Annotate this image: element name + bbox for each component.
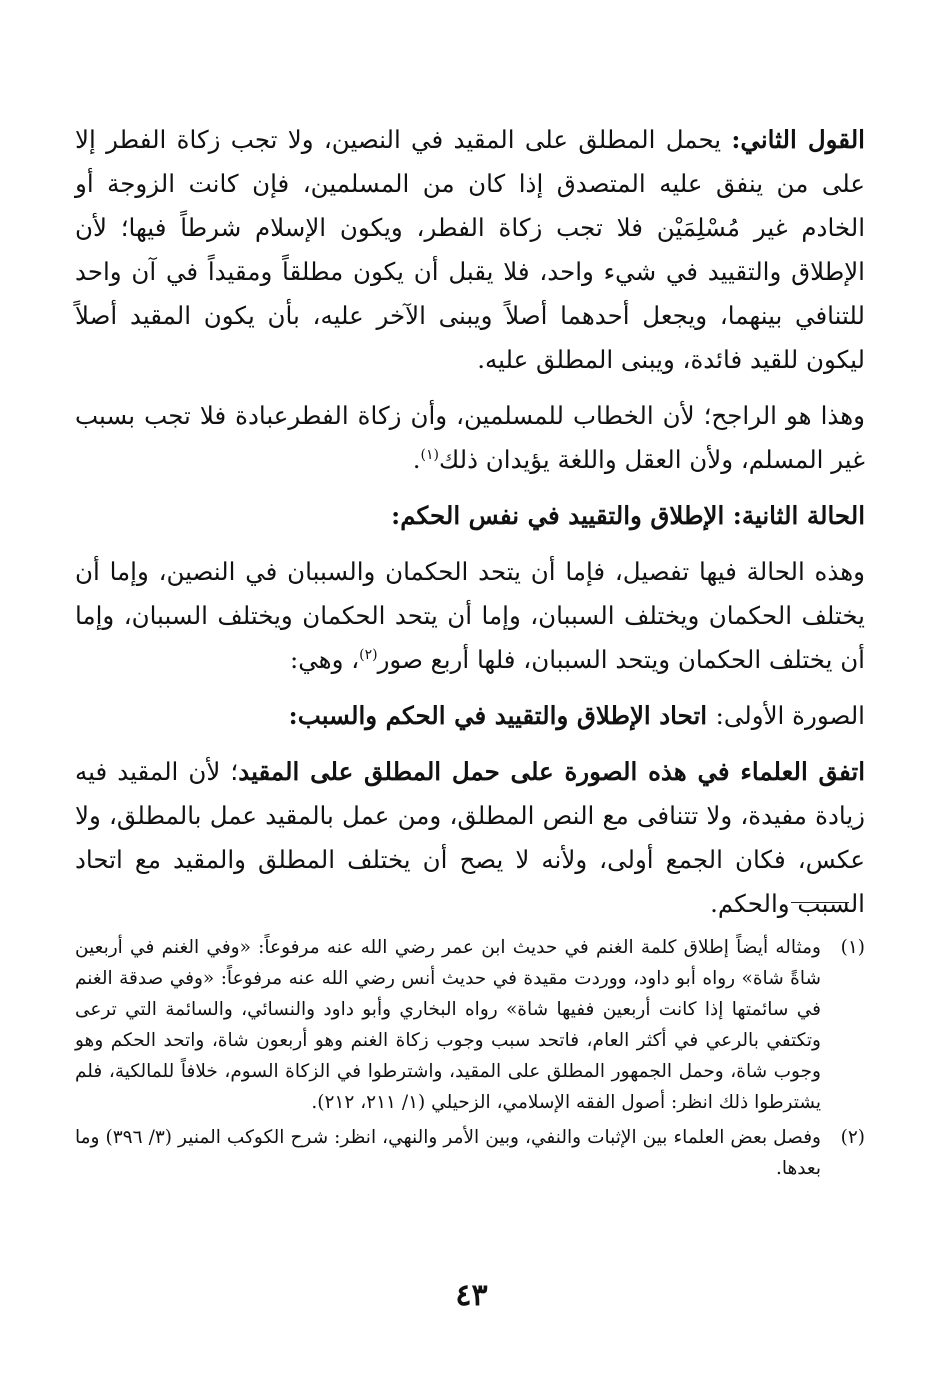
footnote-1-number: (١) xyxy=(840,937,865,958)
footnote-1-text: ومثاله أيضاً إطلاق كلمة الغنم في حديث ابن عمر رضي الله عنه مرفوعاً: «وفي الغنم في أربعين شاةً شاة» رواه أبو داود، ووردت مقيدة في حديث أنس رضي الله عنه مرفوعاً: «وفي صدقة الغنم في سائمتها إذا كانت أربعين ففيها شاة» رواه البخاري وأبو داود والنسائي، والسائمة التي ترعى وتكتفي بالرعي في أكثر العام، فاتحد سبب وجوب زكاة الغنم وهو أربعون شاة، واتحد الحكم وهو وجوب شاة، وحمل الجمهور المطلق على المقيد، واشترطوا في الزكاة السوم، خلافاً للمالكية، فلم يشترطوا ذلك انظر: أصول الفقه الإسلامي، الزحيلي (١/ ٢١١، ٢١٢). xyxy=(75,937,821,1113)
first-form-label: الصورة الأولى: xyxy=(715,701,865,730)
footnote-2-text: وفصل بعض العلماء بين الإثبات والنفي، وبين الأمر والنهي، انظر: شرح الكوكب المنير (٣/ ٣٩٦) وما بعدها. xyxy=(75,1127,821,1179)
footnote-2-number: (٢) xyxy=(840,1127,865,1148)
second-opinion-label: القول الثاني: xyxy=(731,125,865,154)
main-text xyxy=(75,118,865,938)
footnote-separator xyxy=(791,902,849,903)
footnote-ref-2[interactable]: (٢) xyxy=(359,646,378,663)
preferred-opinion-text: وهذا هو الراجح؛ لأن الخطاب للمسلمين، وأن زكاة الفطرعبادة فلا تجب بسبب غير المسلم، ولأن العقل واللغة يؤيدان ذلك xyxy=(75,401,865,474)
footnote-2 xyxy=(75,1122,865,1184)
footnote-ref-1[interactable]: (١) xyxy=(420,446,439,463)
preferred-opinion-end: . xyxy=(412,445,421,474)
paragraph-preferred-opinion xyxy=(75,394,865,482)
scholars-agree-text: ؛ لأن المقيد فيه زيادة مفيدة، ولا تتنافى مع النص المطلق، ومن عمل بالمقيد عمل بالمطلق، ولا عكس، فكان الجمع أولى، ولأنه لا يصح أن يختلف المطلق والمقيد مع اتحاد السبب والحكم. xyxy=(75,757,865,918)
paragraph-second-opinion xyxy=(75,118,865,382)
footnotes xyxy=(75,932,865,1188)
page-number: ٤٣ xyxy=(455,1278,488,1313)
first-form-title: اتحاد الإطلاق والتقييد في الحكم والسبب: xyxy=(288,701,716,730)
second-opinion-text: يحمل المطلق على المقيد في النصين، ولا تجب زكاة الفطر إلا على من ينفق عليه المتصدق إذا كان من المسلمين، فإن كانت الزوجة أو الخادم غير مُسْلِمَيْن فلا تجب زكاة الفطر، ويكون الإسلام شرطاً فيها؛ لأن الإطلاق والتقييد في شيء واحد، فلا يقبل أن يكون مطلقاً ومقيداً في آن واحد للتنافي بينهما، ويجعل أحدهما أصلاً ويبنى الآخر عليه، بأن يكون المقيد أصلاً ليكون للقيد فائدة، ويبنى المطلق عليه. xyxy=(75,125,865,374)
paragraph-case-details xyxy=(75,550,865,682)
case-details-end: ، وهي: xyxy=(289,645,360,674)
heading-second-case: الحالة الثانية: الإطلاق والتقييد في نفس الحكم: xyxy=(391,501,865,530)
footnote-1 xyxy=(75,932,865,1118)
scholars-agree-bold: اتفق العلماء في هذه الصورة على حمل المطلق على المقيد xyxy=(238,757,865,786)
heading-first-form xyxy=(75,694,865,738)
paragraph-scholars-agree xyxy=(75,750,865,926)
case-details-text: وهذه الحالة فيها تفصيل، فإما أن يتحد الحكمان والسببان في النصين، وإما أن يختلف الحكمان ويختلف السببان، وإما أن يتحد الحكمان ويختلف السببان، وإما أن يختلف الحكمان ويتحد السببان، فلها أربع صور xyxy=(75,557,865,674)
